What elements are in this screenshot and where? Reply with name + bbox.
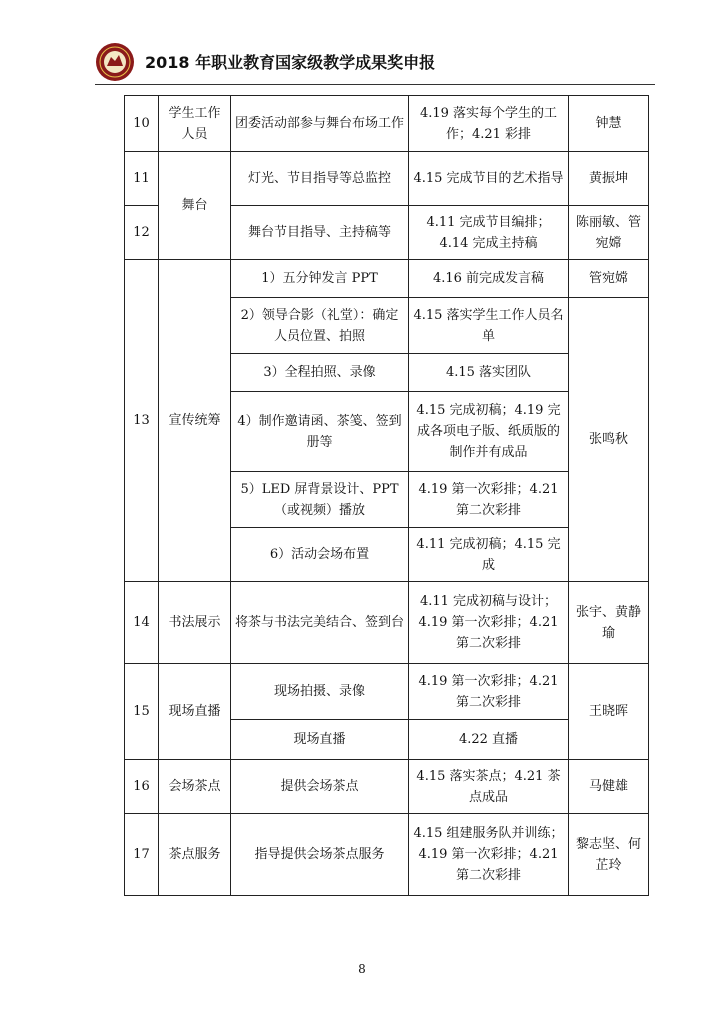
task-cell: 舞台节目指导、主持稿等	[231, 206, 409, 260]
table-row	[125, 152, 649, 206]
task-cell: 3）全程拍照、录像	[231, 354, 409, 392]
schedule-cell: 4.19 落实每个学生的工作；4.21 彩排	[409, 96, 569, 152]
table-row	[125, 96, 649, 152]
task-cell: 5）LED 屏背景设计、PPT（或视频）播放	[231, 472, 409, 528]
role-cell: 宣传统筹	[159, 260, 231, 582]
owner-cell: 黄振坤	[569, 152, 649, 206]
schedule-cell: 4.15 落实学生工作人员名单	[409, 298, 569, 354]
schedule-cell: 4.19 第一次彩排；4.21 第二次彩排	[409, 664, 569, 720]
task-table	[124, 95, 649, 896]
schedule-cell: 4.15 组建服务队并训练；4.19 第一次彩排；4.21 第二次彩排	[409, 814, 569, 896]
row-number: 13	[125, 260, 159, 582]
row-number: 14	[125, 582, 159, 664]
schedule-cell: 4.16 前完成发言稿	[409, 260, 569, 298]
table-row	[125, 260, 649, 298]
schedule-cell: 4.15 完成节目的艺术指导	[409, 152, 569, 206]
task-cell: 2）领导合影（礼堂）：确定人员位置、拍照	[231, 298, 409, 354]
role-cell: 茶点服务	[159, 814, 231, 896]
task-cell: 提供会场茶点	[231, 760, 409, 814]
owner-cell: 钟慧	[569, 96, 649, 152]
task-cell: 指导提供会场茶点服务	[231, 814, 409, 896]
role-cell: 书法展示	[159, 582, 231, 664]
schedule-cell: 4.11 完成节目编排；4.14 完成主持稿	[409, 206, 569, 260]
schedule-cell: 4.15 落实茶点；4.21 茶点成品	[409, 760, 569, 814]
role-cell: 会场茶点	[159, 760, 231, 814]
page-title: 2018 年职业教育国家级教学成果奖申报	[145, 53, 436, 72]
header-divider	[95, 84, 655, 85]
task-cell: 1）五分钟发言 PPT	[231, 260, 409, 298]
schedule-cell: 4.11 完成初稿；4.15 完成	[409, 528, 569, 582]
owner-cell: 陈丽敏、管宛嫦	[569, 206, 649, 260]
owner-cell: 管宛嫦	[569, 260, 649, 298]
task-cell: 将茶与书法完美结合、签到台	[231, 582, 409, 664]
row-number: 12	[125, 206, 159, 260]
row-number: 16	[125, 760, 159, 814]
owner-cell: 马健雄	[569, 760, 649, 814]
row-number: 10	[125, 96, 159, 152]
task-cell: 现场拍摄、录像	[231, 664, 409, 720]
page-header	[95, 42, 655, 82]
table-row	[125, 582, 649, 664]
table-row	[125, 760, 649, 814]
page-number: 8	[358, 962, 366, 976]
task-cell: 团委活动部参与舞台布场工作	[231, 96, 409, 152]
owner-cell: 张鸣秋	[569, 298, 649, 582]
role-cell: 学生工作人员	[159, 96, 231, 152]
schedule-cell: 4.19 第一次彩排；4.21 第二次彩排	[409, 472, 569, 528]
role-cell: 现场直播	[159, 664, 231, 760]
table-row	[125, 814, 649, 896]
task-cell: 灯光、节目指导等总监控	[231, 152, 409, 206]
task-cell: 4）制作邀请函、茶笺、签到册等	[231, 392, 409, 472]
schedule-cell: 4.15 落实团队	[409, 354, 569, 392]
schedule-cell: 4.11 完成初稿与设计；4.19 第一次彩排；4.21 第二次彩排	[409, 582, 569, 664]
school-emblem-icon	[95, 42, 135, 82]
row-number: 17	[125, 814, 159, 896]
owner-cell: 张宇、黄静瑜	[569, 582, 649, 664]
owner-cell: 王晓晖	[569, 664, 649, 760]
table-row	[125, 664, 649, 720]
owner-cell: 黎志坚、何芷玲	[569, 814, 649, 896]
task-cell: 现场直播	[231, 720, 409, 760]
row-number: 11	[125, 152, 159, 206]
schedule-cell: 4.15 完成初稿；4.19 完成各项电子版、纸质版的制作并有成品	[409, 392, 569, 472]
role-cell: 舞台	[159, 152, 231, 260]
row-number: 15	[125, 664, 159, 760]
schedule-cell: 4.22 直播	[409, 720, 569, 760]
task-cell: 6）活动会场布置	[231, 528, 409, 582]
